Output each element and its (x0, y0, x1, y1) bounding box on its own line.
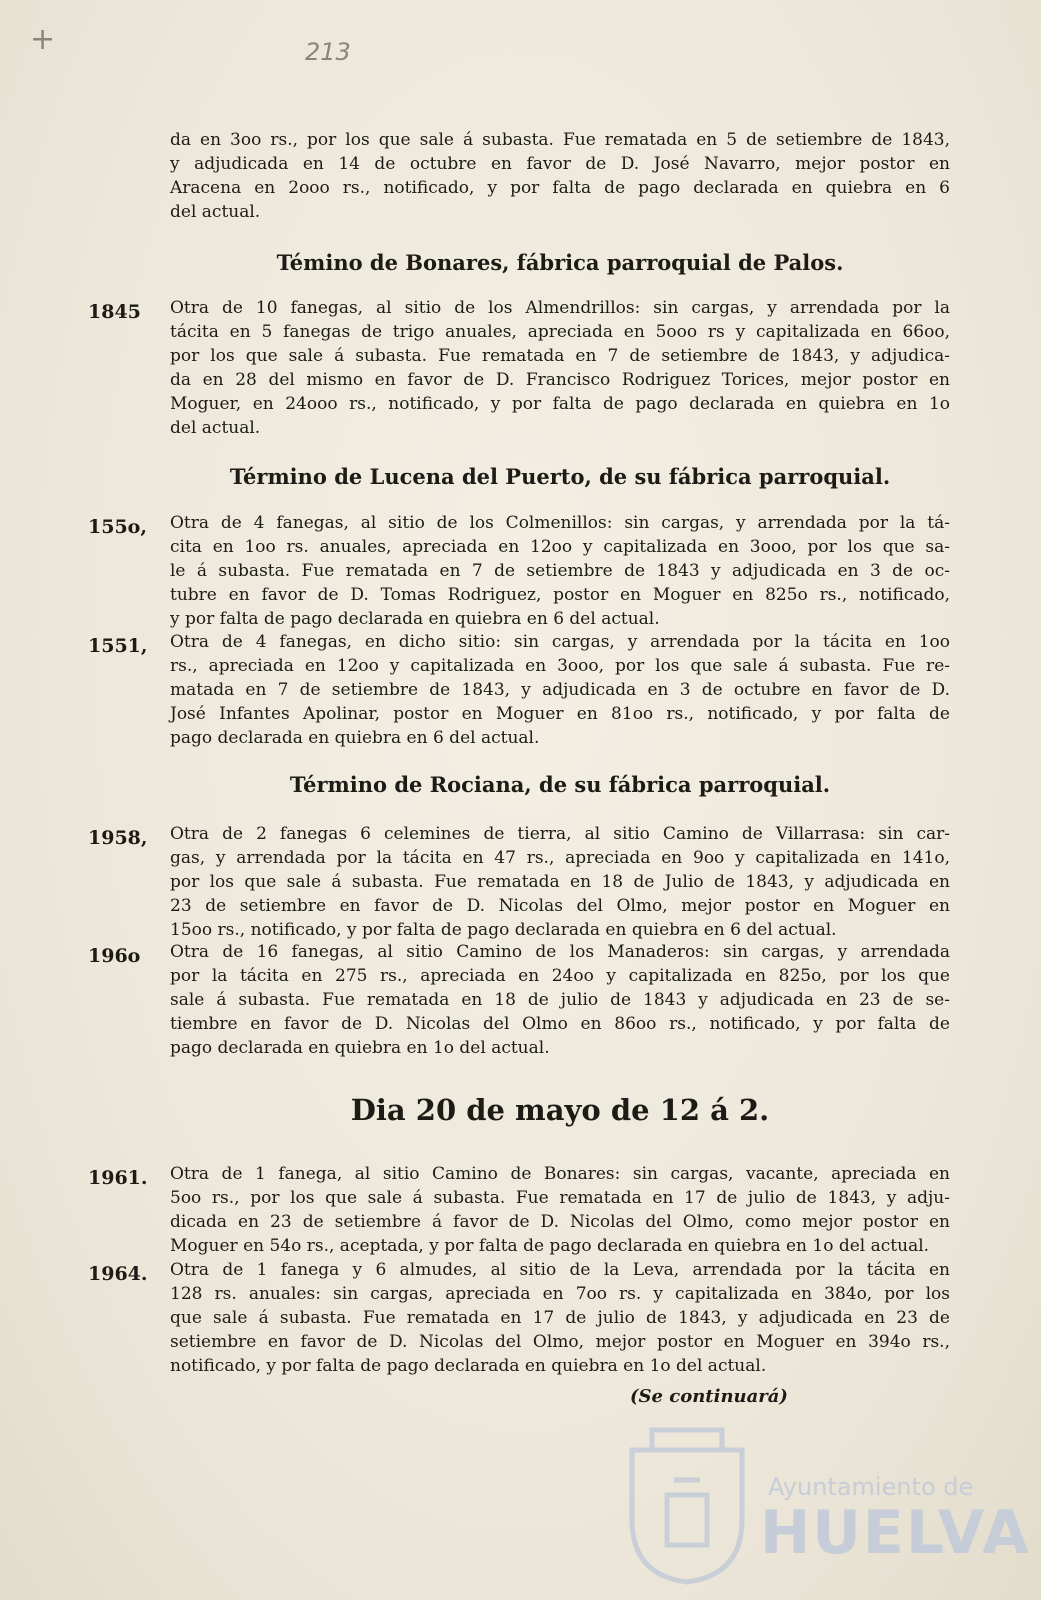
text-line: Moguer, en 24ooo rs., notificado, y por falta de pago declarada en quiebra en 1o (170, 394, 950, 414)
text-line: por la tácita en 275 rs., apreciada en 24oo y capitalizada en 825o, por los que (170, 966, 950, 986)
text-line: le á subasta. Fue rematada en 7 de setiembre de 1843 y adjudicada en 3 de oc- (170, 561, 950, 581)
text-line: matada en 7 de setiembre de 1843, y adjudicada en 3 de octubre en favor de D. (170, 680, 950, 700)
watermark-title: HUELVA (760, 1498, 1031, 1568)
section-heading: Término de Lucena del Puerto, de su fábrica parroquial. (229, 464, 891, 489)
text-line: Otra de 1 fanega y 6 almudes, al sitio de la Leva, arrendada por la tácita en (170, 1260, 950, 1280)
entry-number: 1961. (88, 1167, 148, 1189)
text-line: y por falta de pago declarada en quiebra en 6 del actual. (170, 609, 660, 629)
text-line: Otra de 16 fanegas, al sitio Camino de los Manaderos: sin cargas, y arrendada (170, 942, 950, 962)
watermark-subtitle: Ayuntamiento de (768, 1473, 974, 1501)
day-heading: Dia 20 de mayo de 12 á 2. (350, 1093, 770, 1127)
text-line: que sale á subasta. Fue rematada en 17 de julio de 1843, y adjudicada en 23 de (170, 1308, 950, 1328)
text-line: 5oo rs., por los que sale á subasta. Fue rematada en 17 de julio de 1843, y adju- (170, 1188, 950, 1208)
text-line: Moguer en 54o rs., aceptada, y por falta de pago declarada en quiebra en 1o del actual. (170, 1236, 930, 1256)
text-line: da en 3oo rs., por los que sale á subasta. Fue rematada en 5 de setiembre de 1843, (170, 130, 950, 150)
entry-number: 196o (88, 945, 141, 967)
text-line: 23 de setiembre en favor de D. Nicolas del Olmo, mejor postor en Moguer en (170, 896, 950, 916)
entry-text (170, 630, 950, 750)
text-line: Otra de 2 fanegas 6 celemines de tierra, al sitio Camino de Villarrasa: sin car- (170, 824, 950, 844)
text-line: rs., apreciada en 12oo y capitalizada en 3ooo, por los que sale á subasta. Fue re- (170, 656, 950, 676)
text-line: gas, y arrendada por la tácita en 47 rs., apreciada en 9oo y capitalizada en 141o, (170, 848, 950, 868)
text-line: por los que sale á subasta. Fue rematada en 18 de Julio de 1843, y adjudicada en (170, 872, 950, 892)
text-line: del actual. (170, 418, 261, 438)
text-line: notificado, y por falta de pago declarada en quiebra en 1o del actual. (170, 1356, 767, 1376)
text-line: del actual. (170, 202, 261, 222)
text-line: pago declarada en quiebra en 6 del actual. (170, 728, 540, 748)
folio-number: 213 (305, 38, 351, 66)
text-line: Otra de 4 fanegas, al sitio de los Colmenillos: sin cargas, y arrendada por la tá- (170, 513, 950, 533)
text-line: dicada en 23 de setiembre á favor de D. Nicolas del Olmo, como mejor postor en (170, 1212, 950, 1232)
text-line: tiembre en favor de D. Nicolas del Olmo en 86oo rs., notificado, y por falta de (170, 1014, 950, 1034)
section-heading: Término de Rociana, de su fábrica parroquial. (289, 772, 831, 797)
text-line: da en 28 del mismo en favor de D. Francisco Rodriguez Torices, mejor postor en (170, 370, 950, 390)
continuation-note: (Se continuará) (630, 1386, 788, 1407)
text-line: 128 rs. anuales: sin cargas, apreciada en 7oo rs. y capitalizada en 384o, por los (170, 1284, 950, 1304)
entry-number: 1551, (88, 635, 148, 657)
intro-paragraph (170, 128, 950, 224)
text-line: tubre en favor de D. Tomas Rodriguez, postor en Moguer en 825o rs., notificado, (170, 585, 950, 605)
section-heading: Témino de Bonares, fábrica parroquial de Palos. (276, 250, 844, 275)
entry-text (170, 511, 950, 631)
text-line: setiembre en favor de D. Nicolas del Olmo, mejor postor en Moguer en 394o rs., (170, 1332, 950, 1352)
entry-number: 1958, (88, 827, 148, 849)
text-line: José Infantes Apolinar, postor en Moguer en 81oo rs., notificado, y por falta de (170, 704, 950, 724)
entry-number: 155o, (88, 516, 147, 538)
entry-text (170, 1258, 950, 1378)
entry-text (170, 822, 950, 942)
text-line: 15oo rs., notificado, y por falta de pago declarada en quiebra en 6 del actual. (170, 920, 837, 940)
text-line: Otra de 10 fanegas, al sitio de los Almendrillos: sin cargas, y arrendada por la (170, 298, 950, 318)
entry-text (170, 940, 950, 1060)
entry-number: 1845 (88, 301, 141, 323)
margin-mark: + (30, 22, 56, 57)
entry-text (170, 296, 950, 440)
text-line: Otra de 4 fanegas, en dicho sitio: sin cargas, y arrendada por la tácita en 1oo (170, 632, 950, 652)
entry-text (170, 1162, 950, 1258)
entry-number: 1964. (88, 1263, 148, 1285)
text-line: Aracena en 2ooo rs., notificado, y por falta de pago declarada en quiebra en 6 (170, 178, 950, 198)
text-line: sale á subasta. Fue rematada en 18 de julio de 1843 y adjudicada en 23 de se- (170, 990, 950, 1010)
text-line: Otra de 1 fanega, al sitio Camino de Bonares: sin cargas, vacante, apreciada en (170, 1164, 950, 1184)
text-line: tácita en 5 fanegas de trigo anuales, apreciada en 5ooo rs y capitalizada en 66oo, (170, 322, 950, 342)
text-line: y adjudicada en 14 de octubre en favor de D. José Navarro, mejor postor en (170, 154, 950, 174)
text-line: por los que sale á subasta. Fue rematada en 7 de setiembre de 1843, y adjudica- (170, 346, 950, 366)
text-line: cita en 1oo rs. anuales, apreciada en 12oo y capitalizada en 3ooo, por los que sa- (170, 537, 950, 557)
text-line: pago declarada en quiebra en 1o del actual. (170, 1038, 550, 1058)
